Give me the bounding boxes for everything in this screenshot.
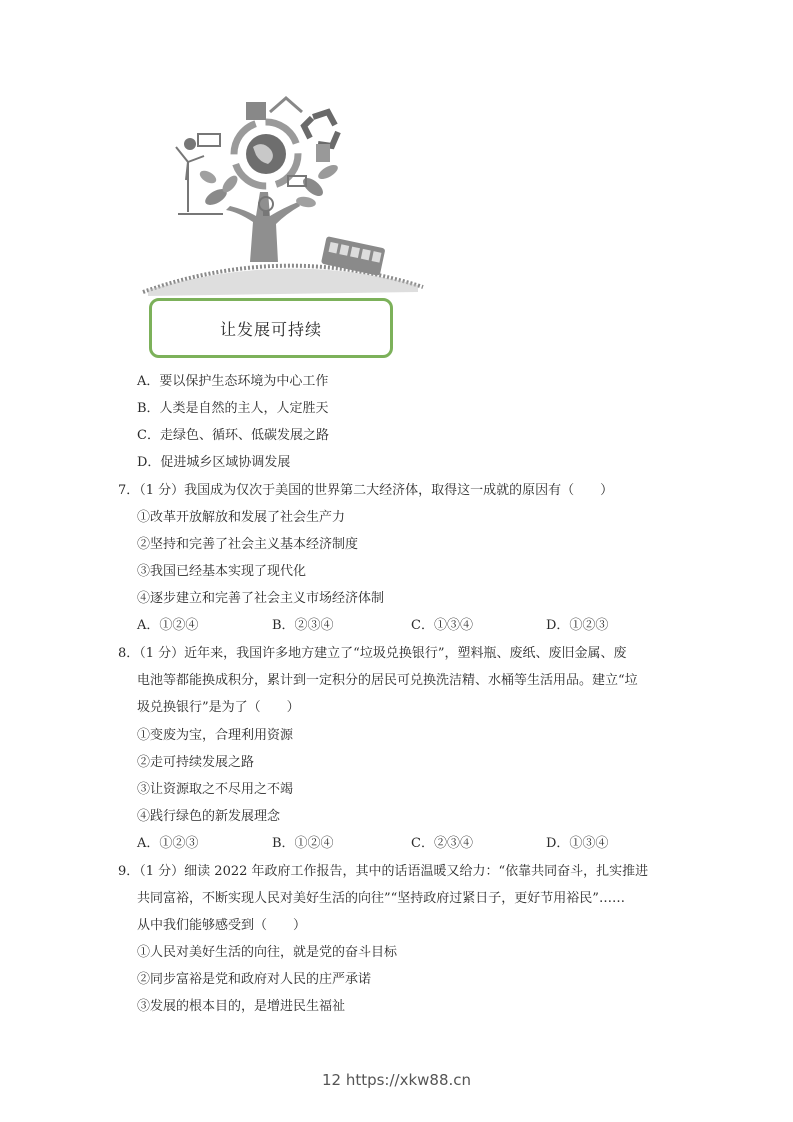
q7-choice-d: D．①②③ (546, 618, 609, 633)
q8-choices (0, 835, 793, 853)
q7-choice-a: A．①②④ (137, 618, 199, 633)
q8-choice-d: D．①③④ (546, 836, 609, 851)
q6-option-d: D．促进城乡区域协调发展 (137, 455, 291, 470)
q8-stem-line-2: 电池等都能换成积分，累计到一定积分的居民可兑换洗洁精、水桶等生活用品。建立“垃 (137, 673, 638, 688)
q7-stem: 7．（1 分）我国成为仅次于美国的世界第二大经济体，取得这一成就的原因有（ ） (118, 483, 614, 498)
q9-stem-line-2: 共同富裕，不断实现人民对美好生活的向往”“坚持政府过紧日子，更好节用裕民”…… (137, 891, 625, 906)
q8-choice-b: B．①②④ (272, 836, 334, 851)
q8-item-3: ③让资源取之不尽用之不竭 (137, 782, 294, 797)
q6-option-a: A．要以保护生态环境为中心工作 (137, 374, 329, 389)
q9-item-2: ②同步富裕是党和政府对人民的庄严承诺 (137, 972, 372, 987)
q6-option-c: C．走绿色、循环、低碳发展之路 (137, 428, 329, 443)
q7-item-3: ③我国已经基本实现了现代化 (137, 564, 307, 579)
tree-icon (138, 92, 428, 302)
q8-stem-line-3: 圾兑换银行”是为了（ ） (137, 700, 300, 715)
sustainable-development-illustration (138, 92, 428, 302)
caption-text: 让发展可持续 (219, 319, 322, 339)
q7-item-2: ②坚持和完善了社会主义基本经济制度 (137, 537, 359, 552)
q7-item-1: ①改革开放解放和发展了社会生产力 (137, 510, 346, 525)
q8-item-4: ④践行绿色的新发展理念 (137, 809, 281, 824)
q9-item-3: ③发展的根本目的，是增进民生福祉 (137, 999, 346, 1014)
q8-item-1: ①变废为宝，合理利用资源 (137, 728, 294, 743)
q9-stem-line-1: 9．（1 分）细读 2022 年政府工作报告，其中的话语温暖又给力：“依靠共同奋斗，扎实推进 (118, 864, 649, 879)
q6-option-b: B．人类是自然的主人，人定胜天 (137, 401, 329, 416)
q8-choice-a: A．①②③ (137, 836, 199, 851)
q8-item-2: ②走可持续发展之路 (137, 755, 255, 770)
q7-choices (0, 617, 793, 635)
q7-choice-b: B．②③④ (272, 618, 334, 633)
caption-box (149, 298, 393, 358)
q7-item-4: ④逐步建立和完善了社会主义市场经济体制 (137, 591, 385, 606)
q9-stem-line-3: 从中我们能够感受到（ ） (137, 918, 307, 933)
q8-choice-c: C．②③④ (411, 836, 473, 851)
q8-stem-line-1: 8．（1 分）近年来，我国许多地方建立了“垃圾兑换银行”，塑料瓶、废纸、废旧金属、废 (118, 646, 627, 661)
q9-item-1: ①人民对美好生活的向往，就是党的奋斗目标 (137, 945, 398, 960)
q7-choice-c: C．①③④ (411, 618, 473, 633)
page-footer: 12 https://xkw88.cn (321, 1071, 472, 1089)
